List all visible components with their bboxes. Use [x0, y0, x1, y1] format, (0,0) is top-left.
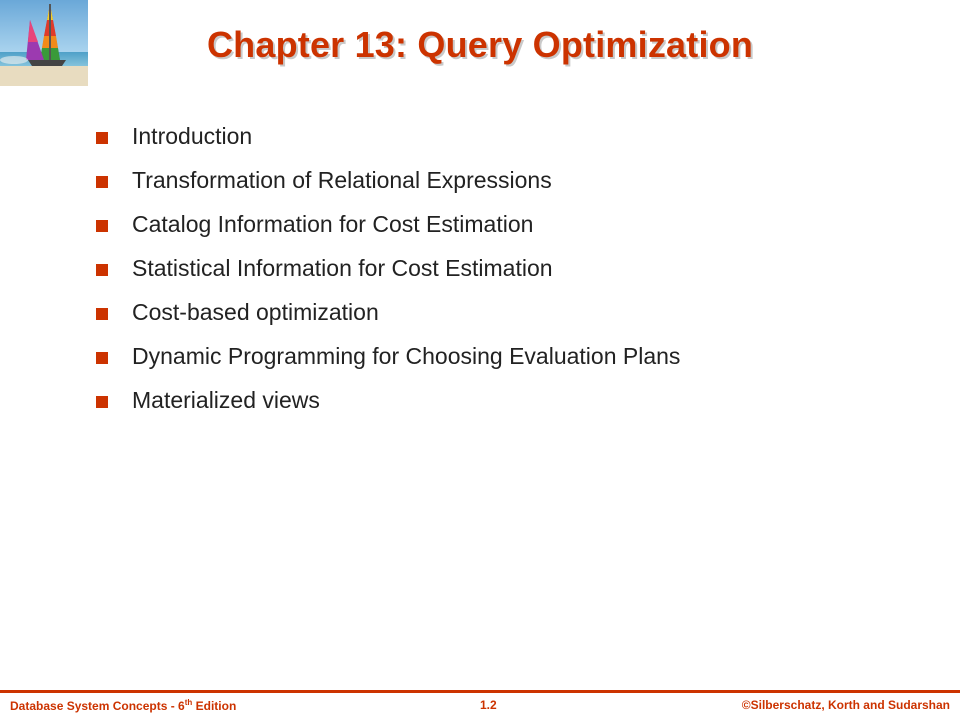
slide-title: Chapter 13: Query Optimization	[206, 24, 754, 65]
bullet-text: Dynamic Programming for Choosing Evaluation Plans	[132, 343, 681, 369]
bullet-item	[96, 342, 732, 370]
bullet-text: Statistical Information for Cost Estimation	[132, 255, 553, 281]
bullet-item	[96, 298, 736, 326]
square-bullet-icon	[96, 308, 108, 320]
square-bullet-icon	[96, 132, 108, 144]
bullet-item	[96, 122, 736, 150]
square-bullet-icon	[96, 352, 108, 364]
bullet-item	[96, 254, 736, 282]
footer-divider	[0, 690, 960, 693]
square-bullet-icon	[96, 396, 108, 408]
footer-book-sup: th	[184, 698, 193, 707]
footer-page-number: 1.2	[480, 698, 497, 712]
square-bullet-icon	[96, 176, 108, 188]
footer-book-prefix: Database System Concepts - 6	[10, 699, 185, 713]
bullet-text: Catalog Information for Cost Estimation	[132, 211, 534, 237]
bullet-item	[96, 386, 736, 414]
footer-book-suffix: Edition	[192, 699, 237, 713]
bullet-text: Introduction	[132, 123, 253, 149]
square-bullet-icon	[96, 264, 108, 276]
square-bullet-icon	[96, 220, 108, 232]
bullet-item	[96, 166, 736, 194]
bullet-item	[96, 210, 736, 238]
bullet-text: Cost-based optimization	[132, 299, 379, 325]
footer-book-title	[10, 698, 236, 713]
footer-copyright: ©Silberschatz, Korth and Sudarshan	[741, 698, 950, 712]
bullet-text: Transformation of Relational Expressions	[132, 167, 552, 193]
bullet-text: Materialized views	[132, 387, 320, 413]
bullet-list	[96, 122, 736, 414]
